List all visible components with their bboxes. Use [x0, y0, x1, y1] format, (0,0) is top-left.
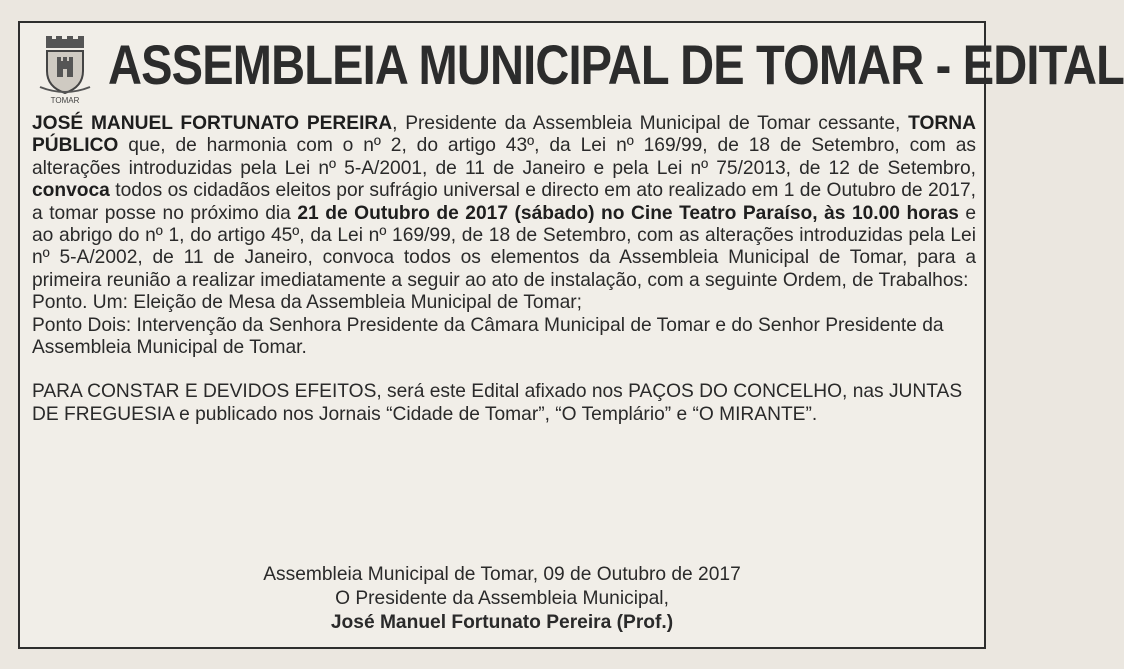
signatory-name: José Manuel Fortunato Pereira (Prof.) — [330, 612, 674, 633]
text-span: todos os cidadãos eleitos por sufrágio universal e directo em ato realizado em 1 de Outubro de 2017, a tomar posse no próximo dia — [32, 180, 976, 224]
page-title: ASSEMBLEIA MUNICIPAL DE TOMAR - EDITAL — [108, 33, 1124, 96]
edital-body — [32, 113, 976, 426]
text-span: , Presidente da Assembleia Municipal de Tomar cessante, — [392, 113, 909, 134]
agenda-item-one: Ponto. Um: Eleição de Mesa da Assembleia Municipal de Tomar; — [32, 292, 582, 314]
municipal-crest — [34, 35, 96, 103]
agenda-item-two: Ponto Dois: Intervenção da Senhora Presidente da Câmara Municipal de Tomar e do Senhor Presidente da Assembleia Municipal de Tomar. — [32, 314, 944, 359]
place-date: Assembleia Municipal de Tomar, 09 de Outubro de 2017 — [263, 564, 741, 585]
text-span: que, de harmonia com o nº 2, do artigo 43º, da Lei nº 169/99, de 18 de Setembro, com as alterações introduzidas pela Lei nº 5-A/2001, de 11 de Janeiro e pela Lei nº 75/2013, de 12 de Setembro, — [32, 135, 976, 179]
coat-of-arms-icon — [34, 35, 96, 95]
convoca-keyword: convoca — [32, 180, 110, 202]
event-date-location: 21 de Outubro de 2017 (sábado) no Cine Teatro Paraíso, às 10.00 horas — [297, 202, 959, 224]
president-name: JOSÉ MANUEL FORTUNATO PEREIRA — [32, 113, 393, 134]
main-paragraph — [32, 113, 976, 292]
torna-publico: TORNA PÚBLICO — [32, 113, 976, 157]
edital-frame — [18, 21, 1124, 649]
text-span: e ao abrigo do nº 1, do artigo 45º, da Lei nº 169/99, de 18 de Setembro, com as alterações introduzidas pela Lei nº 5-A/2002, de 11 de Janeiro, convoca todos os elementos da Assembleia Municipal de Tomar, para a primeira reunião a realizar imediatamente a seguir ao ato de instalação, com a seguinte Ordem, de Trabalhos: — [32, 202, 976, 291]
publication-paragraph: PARA CONSTAR E DEVIDOS EFEITOS, será este Edital afixado nos PAÇOS DO CONCELHO, nas JUNTAS DE FREGUESIA e publicado nos Jornais “Cidade de Tomar”, “O Templário” e “O MIRANTE”. — [32, 381, 963, 425]
signature-block — [20, 563, 984, 635]
crest-caption: TOMAR — [50, 96, 80, 105]
signatory-role: O Presidente da Assembleia Municipal, — [335, 588, 669, 609]
